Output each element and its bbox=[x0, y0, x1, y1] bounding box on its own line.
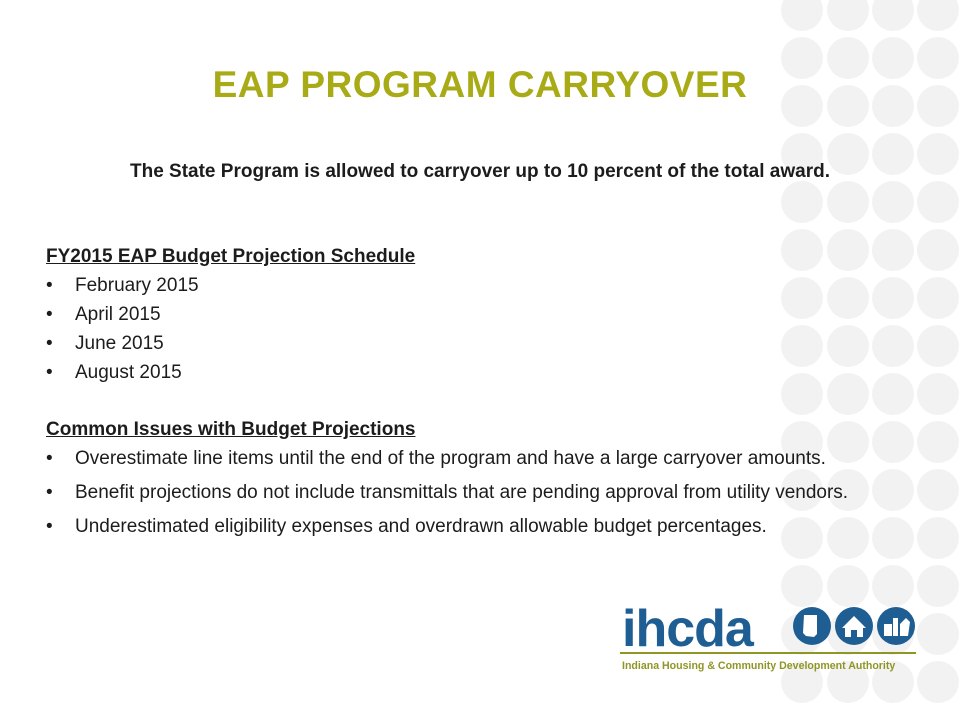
schedule-item: • April 2015 bbox=[46, 300, 906, 329]
community-icon bbox=[877, 607, 915, 645]
intro-statement: The State Program is allowed to carryover up to 10 percent of the total award. bbox=[129, 161, 830, 182]
schedule-heading: FY2015 EAP Budget Projection Schedule bbox=[46, 246, 416, 267]
issue-item: • Underestimated eligibility expenses and overdrawn allowable budget percentages. bbox=[46, 512, 906, 541]
bullet-icon: • bbox=[46, 448, 53, 469]
decorative-dot bbox=[917, 469, 959, 511]
decorative-dot bbox=[917, 565, 959, 607]
decorative-dot bbox=[781, 0, 823, 31]
decorative-dot bbox=[917, 0, 959, 31]
decorative-dot bbox=[872, 181, 914, 223]
decorative-dot bbox=[827, 0, 869, 31]
schedule-item: • June 2015 bbox=[46, 329, 906, 358]
house-icon bbox=[835, 607, 873, 645]
decorative-dot bbox=[917, 133, 959, 175]
decorative-dot bbox=[827, 181, 869, 223]
bullet-icon: • bbox=[46, 275, 53, 296]
issues-heading: Common Issues with Budget Projections bbox=[46, 419, 416, 440]
decorative-dot bbox=[917, 229, 959, 271]
decorative-dot bbox=[917, 181, 959, 223]
bullet-icon: • bbox=[46, 304, 53, 325]
decorative-dot bbox=[917, 421, 959, 463]
issues-list bbox=[46, 444, 906, 541]
decorative-dot bbox=[917, 517, 959, 559]
decorative-dot bbox=[917, 661, 959, 703]
bullet-icon: • bbox=[46, 516, 53, 537]
decorative-dot bbox=[917, 325, 959, 367]
bullet-icon: • bbox=[46, 482, 53, 503]
decorative-dot bbox=[872, 0, 914, 31]
schedule-item: • February 2015 bbox=[46, 271, 906, 300]
schedule-section bbox=[46, 242, 906, 387]
issue-item: • Benefit projections do not include transmittals that are pending approval from utility vendors. bbox=[46, 478, 906, 507]
decorative-dot bbox=[917, 613, 959, 655]
indiana-state-icon bbox=[793, 607, 831, 645]
issues-section bbox=[46, 415, 906, 546]
schedule-item: • August 2015 bbox=[46, 358, 906, 387]
issue-item: • Overestimate line items until the end of the program and have a large carryover amounts. bbox=[46, 444, 906, 473]
decorative-dot bbox=[781, 181, 823, 223]
decorative-dot bbox=[917, 373, 959, 415]
bullet-icon: • bbox=[46, 362, 53, 383]
logo-tagline: Indiana Housing & Community Development Authority bbox=[622, 660, 896, 672]
ihcda-logo bbox=[620, 600, 920, 680]
logo-wordmark: ihcda bbox=[622, 600, 753, 658]
schedule-list bbox=[46, 271, 906, 387]
decorative-dot bbox=[917, 277, 959, 319]
slide-title: EAP PROGRAM CARRYOVER bbox=[212, 64, 748, 105]
bullet-icon: • bbox=[46, 333, 53, 354]
